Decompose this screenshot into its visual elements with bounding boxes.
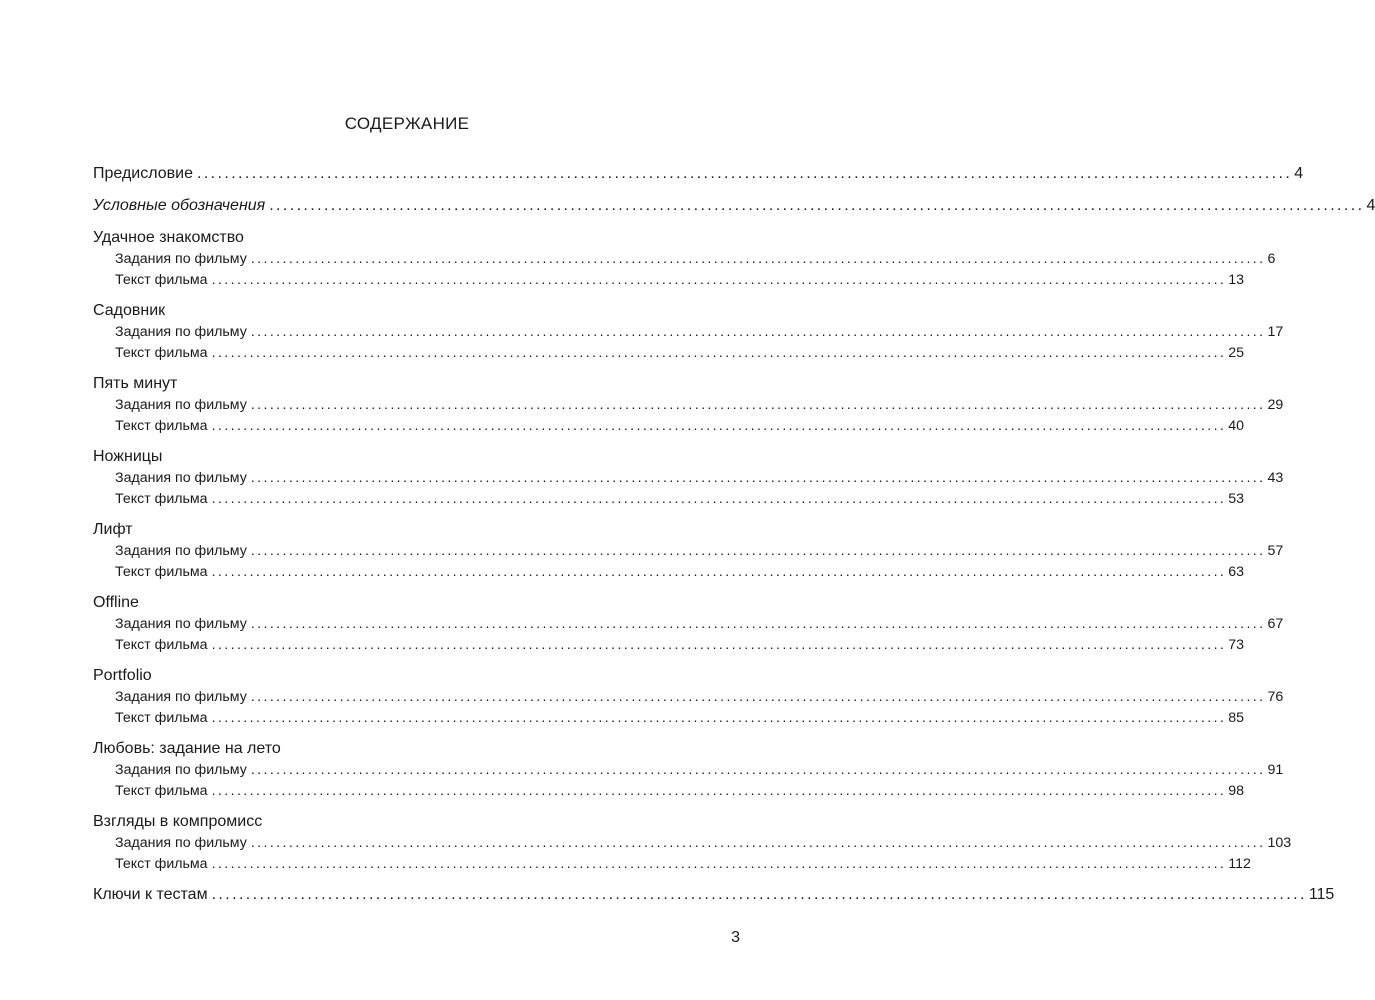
toc-entry-label: Условные обозначения [93, 197, 266, 214]
dot-leader: ................................................................................................................................................................ [250, 762, 1266, 778]
toc-subentry-label: Текст фильма [115, 783, 208, 799]
toc-subentry-label: Текст фильма [115, 637, 208, 653]
toc-section-title: Взгляды в компромисс [93, 813, 263, 830]
dot-leader: ................................................................................................................................................................ [269, 197, 1365, 214]
toc-subentry-page: 112 [1228, 856, 1251, 872]
toc-subentry [93, 781, 1245, 802]
toc-subentry-label: Задания по фильму [115, 397, 247, 413]
toc-subentry-page: 17 [1267, 324, 1284, 340]
toc-subentry-page: 43 [1267, 470, 1284, 486]
toc-section-title: Portfolio [93, 667, 152, 684]
toc-section-title: Пять минут [93, 375, 178, 392]
toc-subentry-page: 103 [1267, 835, 1292, 851]
dot-leader: ................................................................................................................................................................ [250, 251, 1266, 267]
toc-subentry-page: 67 [1267, 616, 1284, 632]
toc-entry-label: Предисловие [93, 165, 193, 182]
toc-entry-page: 4 [1294, 165, 1304, 182]
toc-subentry-page: 13 [1228, 272, 1245, 288]
toc-subentry-label: Задания по фильму [115, 762, 247, 778]
toc-entry-answer-keys [93, 884, 1335, 906]
toc-subentry-page: 25 [1228, 345, 1245, 361]
dot-leader: ................................................................................................................................................................ [250, 543, 1266, 559]
toc-section-title: Садовник [93, 302, 166, 319]
page-number: 3 [731, 929, 740, 946]
toc-subentry [93, 541, 1284, 562]
toc-subentry-label: Задания по фильму [115, 689, 247, 705]
toc-entry-page: 4 [1366, 197, 1375, 214]
toc-section [93, 519, 1284, 583]
dot-leader: ................................................................................................................................................................ [250, 835, 1266, 851]
toc-subentry-page: 76 [1267, 689, 1284, 705]
page-title: СОДЕРЖАНИЕ [344, 114, 470, 133]
dot-leader: ................................................................................................................................................................ [250, 397, 1266, 413]
toc-section [93, 738, 1284, 802]
dot-leader: ................................................................................................................................................................ [211, 272, 1227, 288]
toc-entry-label: Ключи к тестам [93, 886, 208, 903]
toc-entry-page: 115 [1308, 886, 1335, 903]
toc-subentry-page: 73 [1228, 637, 1245, 653]
toc-subentry-label: Задания по фильму [115, 616, 247, 632]
dot-leader: ................................................................................................................................................................ [211, 564, 1227, 580]
toc-subentry [93, 687, 1284, 708]
toc-subentry-page: 98 [1228, 783, 1245, 799]
toc-section-title: Любовь: задание на лето [93, 740, 281, 757]
toc-section [93, 300, 1284, 364]
dot-leader: ................................................................................................................................................................ [250, 689, 1266, 705]
toc-subentry [93, 270, 1245, 291]
toc-subentry-label: Текст фильма [115, 710, 208, 726]
toc-section-title: Лифт [93, 521, 133, 538]
toc-section-title: Offline [93, 594, 139, 611]
toc-subentry [93, 343, 1245, 364]
toc-section [93, 446, 1284, 510]
toc-subentry-label: Текст фильма [115, 418, 208, 434]
dot-leader: ................................................................................................................................................................ [211, 418, 1227, 434]
dot-leader: ................................................................................................................................................................ [211, 856, 1227, 872]
toc-subentry-page: 57 [1267, 543, 1284, 559]
toc-subentry-label: Задания по фильму [115, 543, 247, 559]
toc-subentry [93, 635, 1245, 656]
toc-section-title: Ножницы [93, 448, 163, 465]
toc-subentry [93, 760, 1284, 781]
toc-subentry [93, 395, 1284, 416]
toc-subentry [93, 833, 1292, 854]
dot-leader: ................................................................................................................................................................ [211, 637, 1227, 653]
toc-subentry-page: 85 [1228, 710, 1245, 726]
toc-subentry-label: Текст фильма [115, 564, 208, 580]
toc-subentry-page: 53 [1228, 491, 1245, 507]
toc-subentry [93, 249, 1276, 270]
toc-subentry [93, 468, 1284, 489]
toc-subentry-page: 63 [1228, 564, 1245, 580]
toc-subentry-label: Задания по фильму [115, 470, 247, 486]
toc-section [93, 665, 1284, 729]
toc-subentry-label: Текст фильма [115, 272, 208, 288]
toc-section-title: Удачное знакомство [93, 229, 244, 246]
dot-leader: ................................................................................................................................................................ [211, 345, 1227, 361]
toc-subentry-page: 29 [1267, 397, 1284, 413]
toc-section [93, 227, 1276, 291]
dot-leader: ................................................................................................................................................................ [250, 616, 1266, 632]
dot-leader: ................................................................................................................................................................ [211, 783, 1227, 799]
toc-subentry-label: Текст фильма [115, 856, 208, 872]
toc-subentry [93, 708, 1245, 729]
toc-entry-legend [93, 195, 1375, 217]
dot-leader: ................................................................................................................................................................ [250, 470, 1266, 486]
toc-subentry [93, 854, 1251, 875]
toc-subentry [93, 614, 1284, 635]
toc-subentry [93, 562, 1245, 583]
toc-subentry [93, 489, 1245, 510]
toc-section [93, 592, 1284, 656]
toc-subentry-label: Задания по фильму [115, 324, 247, 340]
toc-section [93, 811, 1292, 875]
toc-section [93, 373, 1284, 437]
toc-subentry-label: Задания по фильму [115, 835, 247, 851]
dot-leader: ................................................................................................................................................................ [211, 491, 1227, 507]
toc-subentry-label: Задания по фильму [115, 251, 247, 267]
toc-subentry-label: Текст фильма [115, 345, 208, 361]
toc-subentry-label: Текст фильма [115, 491, 208, 507]
toc-subentry-page: 40 [1228, 418, 1245, 434]
dot-leader: ................................................................................................................................................................ [211, 886, 1307, 903]
dot-leader: ................................................................................................................................................................ [211, 710, 1227, 726]
dot-leader: ................................................................................................................................................................ [196, 165, 1293, 182]
toc-subentry [93, 322, 1284, 343]
table-of-contents [93, 163, 1375, 906]
toc-subentry [93, 416, 1245, 437]
toc-subentry-page: 91 [1267, 762, 1284, 778]
toc-entry-preface [93, 163, 1304, 185]
dot-leader: ................................................................................................................................................................ [250, 324, 1266, 340]
toc-subentry-page: 6 [1267, 251, 1276, 267]
